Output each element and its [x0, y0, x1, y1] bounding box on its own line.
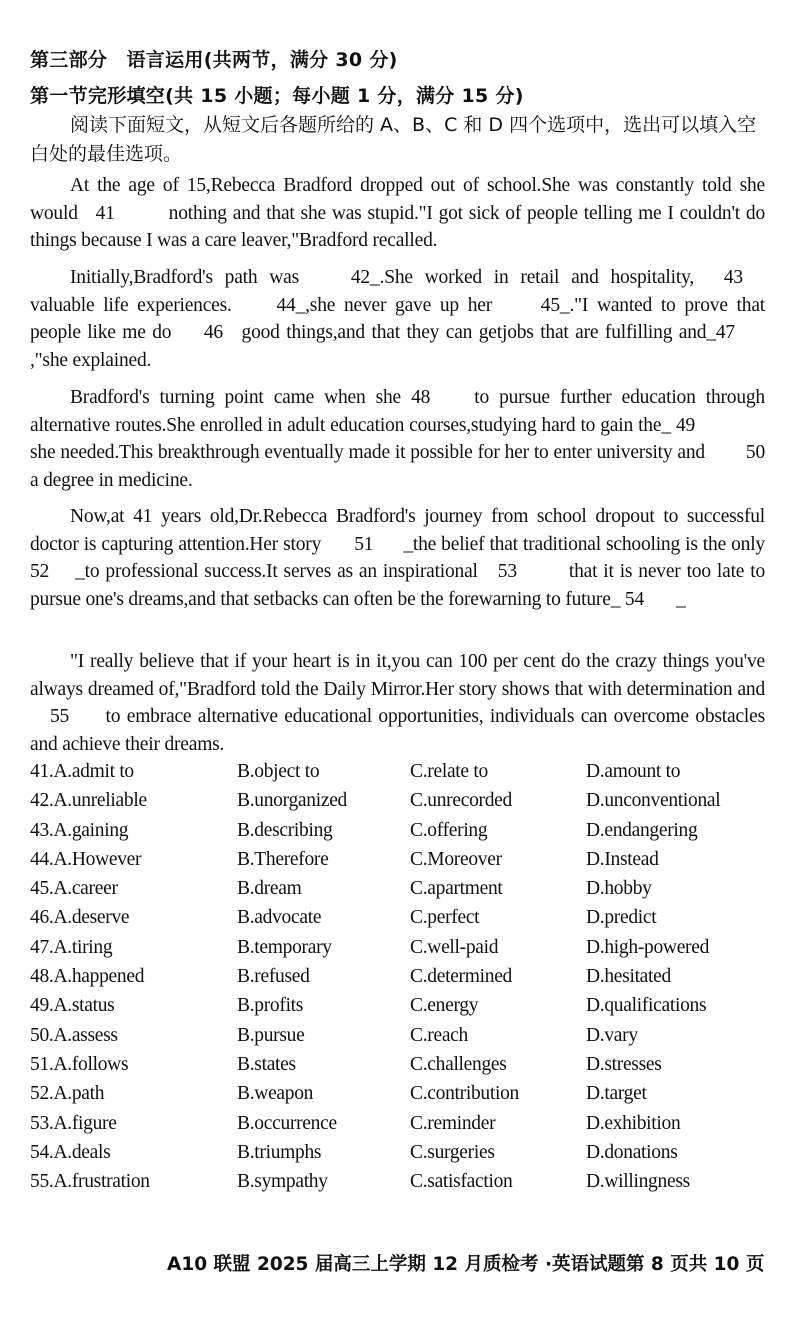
question-row-49 [30, 995, 770, 1024]
option-a: 53.A.figure [30, 1112, 117, 1134]
passage-text: nothing and that she was stupid."I got sick of people telling me I couldn't do things because I was a care leaver,"Bradford recalled. [30, 202, 765, 251]
option-c: C.offering [410, 819, 488, 841]
blank-41: 41 [95, 202, 115, 224]
option-d: D.hobby [586, 878, 652, 900]
option-a: 42.A.unreliable [30, 790, 147, 812]
question-row-43 [30, 820, 770, 849]
blank-42: 42_ [350, 267, 380, 288]
option-b: B.describing [237, 819, 333, 841]
option-b: B.weapon [237, 1083, 314, 1105]
page-footer: A10 联盟 2025 届高三上学期 12 月质检考 ·英语试题第 8 页共 10 页 [167, 1254, 765, 1275]
section-title: 第一节完形填空(共 15 小题；每小题 1 分，满分 15 分) [30, 85, 524, 107]
option-a: 46.A.deserve [30, 907, 130, 929]
question-row-50 [30, 1025, 770, 1054]
option-d: D.unconventional [586, 790, 721, 812]
option-a: 52.A.path [30, 1083, 105, 1105]
option-b: B.temporary [237, 936, 332, 958]
option-a: 50.A.assess [30, 1024, 118, 1046]
option-b: B.advocate [237, 907, 322, 929]
blank-54: _ 54 [610, 588, 645, 610]
part-title: 第三部分 语言运用(共两节，满分 30 分) [30, 49, 398, 71]
option-a: 45.A.career [30, 878, 118, 900]
blank-50: 50 [745, 442, 765, 463]
option-c: C.perfect [410, 907, 480, 929]
option-d: D.willingness [586, 1171, 690, 1193]
option-d: D.Instead [586, 848, 659, 870]
question-row-41 [30, 761, 770, 790]
blank-48: 48 [411, 387, 431, 408]
passage-text: Bradford's turning point came when she [70, 387, 412, 408]
option-b: B.sympathy [237, 1171, 328, 1193]
question-row-54 [30, 1142, 770, 1171]
passage-paragraph-5 [30, 648, 765, 758]
option-d: D.endangering [586, 819, 698, 841]
question-row-47 [30, 937, 770, 966]
blank-44: 44_ [276, 294, 306, 316]
option-d: D.donations [586, 1141, 678, 1163]
option-c: C.Moreover [410, 848, 502, 870]
passage-text: good things,and that they can getjobs that are fulfilling and [234, 322, 707, 343]
passage-paragraph-2 [30, 264, 765, 374]
option-d: D.vary [586, 1024, 638, 1046]
option-d: D.exhibition [586, 1112, 681, 1134]
blank-55: 55 [50, 706, 70, 727]
passage-paragraph-3 [30, 384, 765, 494]
question-row-46 [30, 907, 770, 936]
passage-text: she needed.This breakthrough eventually made it possible for her to enter university and [30, 442, 710, 463]
option-c: C.relate to [410, 761, 488, 782]
option-c: C.surgeries [410, 1141, 495, 1163]
option-a: 49.A.status [30, 995, 115, 1017]
option-a: 41.A.admit to [30, 761, 134, 782]
option-b: B.pursue [237, 1024, 305, 1046]
blank-49: _ 49 [661, 414, 696, 436]
option-c: C.challenges [410, 1053, 507, 1075]
blank-52: 52 [30, 561, 50, 582]
option-d: D.qualifications [586, 995, 707, 1017]
option-b: B.occurrence [237, 1112, 337, 1134]
option-b: B.refused [237, 966, 310, 988]
passage-text: _ [676, 588, 686, 610]
question-row-52 [30, 1083, 770, 1112]
passage-text: ,"she explained. [30, 349, 152, 371]
answer-options [30, 761, 770, 1200]
option-c: C.determined [410, 966, 512, 988]
option-b: B.states [237, 1053, 296, 1075]
question-row-51 [30, 1054, 770, 1083]
question-row-55 [30, 1171, 770, 1200]
passage-text: ,she never gave up her [305, 294, 501, 316]
option-d: D.hesitated [586, 966, 671, 988]
option-b: B.Therefore [237, 848, 329, 870]
option-d: D.high-powered [586, 936, 710, 958]
option-c: C.reach [410, 1024, 468, 1046]
passage-text: Initially,Bradford's path was [70, 267, 311, 288]
passage-text: At the age of 15,Rebecca Bradford dropped out of school.She was constantly told she would [30, 175, 765, 224]
blank-46: 46 [203, 322, 223, 343]
option-c: C.contribution [410, 1083, 520, 1105]
option-d: D.amount to [586, 761, 681, 782]
passage-text: to pursue further education through alternative routes.She enrolled in adult education courses,studying hard to gain the [30, 387, 765, 436]
question-row-44 [30, 849, 770, 878]
passage-text: _the belief that traditional schooling is the only [403, 533, 765, 555]
blank-45: 45_ [540, 294, 570, 316]
option-c: C.apartment [410, 878, 503, 900]
option-d: D.predict [586, 907, 657, 929]
option-a: 55.A.frustration [30, 1171, 150, 1193]
passage-text: valuable life experiences. [30, 294, 241, 316]
blank-51: 51 [354, 533, 374, 555]
blank-43: 43 [723, 267, 743, 288]
passage-text: _to professional success.It serves as an inspirational [75, 561, 484, 582]
option-b: B.dream [237, 878, 302, 900]
option-b: B.profits [237, 995, 304, 1017]
option-c: C.unrecorded [410, 790, 512, 812]
option-c: C.well-paid [410, 936, 499, 958]
option-a: 51.A.follows [30, 1053, 129, 1075]
option-c: C.satisfaction [410, 1171, 513, 1193]
question-row-45 [30, 878, 770, 907]
question-row-48 [30, 966, 770, 995]
instructions: 阅读下面短文，从短文后各题所给的 A、B、C 和 D 四个选项中，选出可以填入空白处的最佳选项。 [30, 114, 757, 165]
option-a: 54.A.deals [30, 1141, 111, 1163]
option-a: 47.A.tiring [30, 936, 113, 958]
passage-text: "I really believe that if your heart is in it,you can 100 per cent do the crazy things you've always dreamed of,"Bradford told the Daily Mirror.Her story shows that with determination and [30, 651, 765, 700]
passage-text: that it is never too late to pursue one's dreams,and that setbacks can often be the forewarning to future [30, 561, 765, 610]
passage-text: a degree in medicine. [30, 469, 193, 491]
option-a: 43.A.gaining [30, 819, 129, 841]
passage-text: Now,at 41 years old,Dr.Rebecca Bradford's journey from school dropout to successful doctor is capturing attention.Her story [30, 506, 765, 555]
passage-paragraph-4 [30, 503, 765, 613]
option-b: B.triumphs [237, 1141, 322, 1163]
option-b: B.object to [237, 761, 320, 782]
passage-text: ."I wanted to prove that people like me do [30, 294, 765, 343]
blank-47: _47 [706, 322, 735, 343]
option-c: C.reminder [410, 1112, 496, 1134]
blank-53: 53 [497, 561, 517, 582]
question-row-42 [30, 790, 770, 819]
passage-text: to embrace alternative educational opportunities, individuals can overcome obstacles and achieve their dreams. [30, 706, 765, 755]
option-d: D.target [586, 1083, 647, 1105]
option-a: 44.A.However [30, 848, 142, 870]
question-row-53 [30, 1113, 770, 1142]
option-a: 48.A.happened [30, 966, 145, 988]
option-d: D.stresses [586, 1053, 662, 1075]
passage-paragraph-1 [30, 172, 765, 255]
option-b: B.unorganized [237, 790, 348, 812]
option-c: C.energy [410, 995, 479, 1017]
passage-text: .She worked in retail and hospitality, [379, 267, 706, 288]
